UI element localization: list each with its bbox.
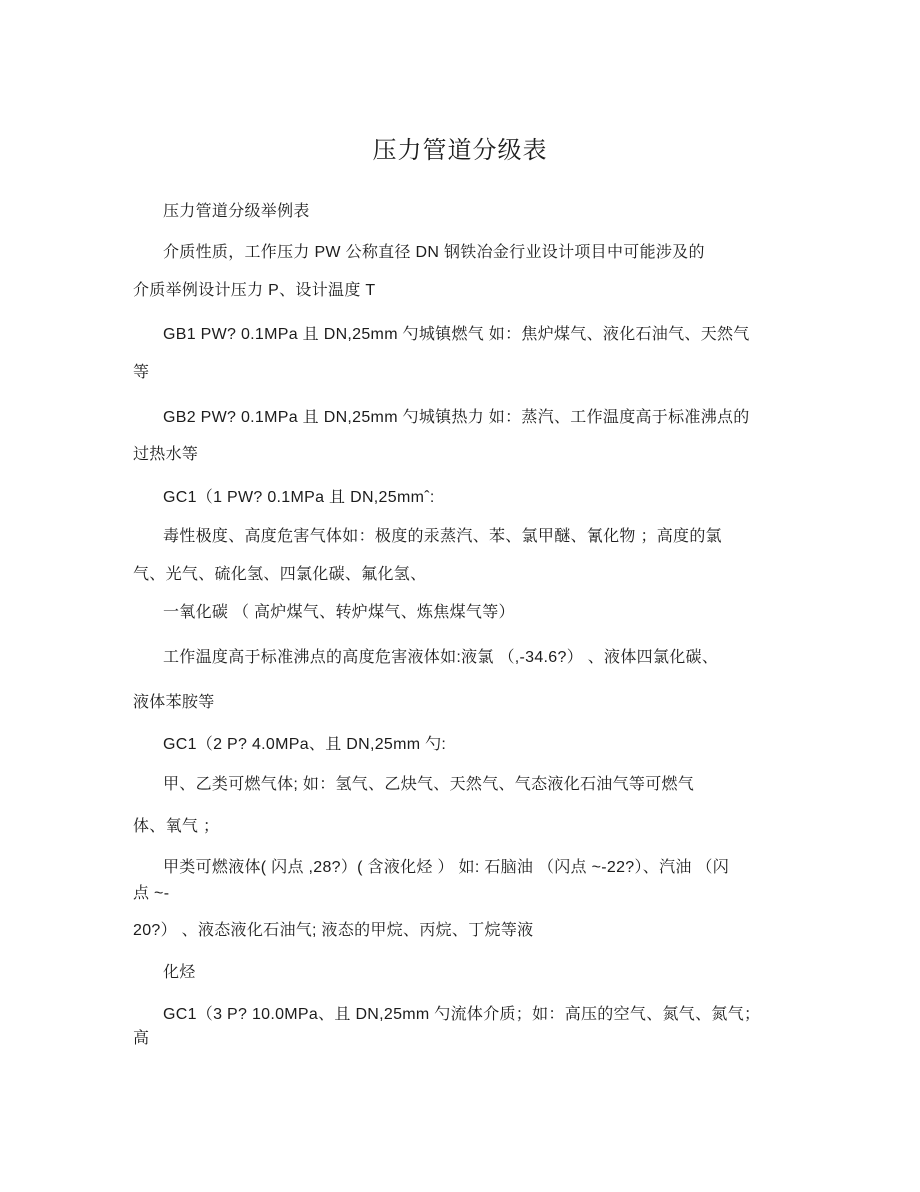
document-title: 压力管道分级表 bbox=[372, 137, 548, 164]
doc-line: GB1 PW? 0.1MPa 且 DN,25mm 勺城镇燃气 如：焦炉煤气、液化石油气、天然气 bbox=[163, 326, 750, 343]
doc-line: 甲类可燃液体( 闪点 ,28?）( 含液化烃 ） 如: 石脑油 （闪点 ~-22?）、汽油 （闪 bbox=[163, 859, 730, 876]
doc-line: 一氧化碳 （ 高炉煤气、转炉煤气、炼焦煤气等） bbox=[163, 604, 515, 621]
doc-line: 工作温度高于标准沸点的高度危害液体如:液氯 （,-34.6?） 、液体四氯化碳、 bbox=[163, 649, 719, 666]
doc-line: 介质举例设计压力 P、设计温度 T bbox=[133, 282, 376, 299]
doc-line: 化烃 bbox=[163, 964, 196, 981]
doc-line: 介质性质，工作压力 PW 公称直径 DN 钢铁冶金行业设计项目中可能涉及的 bbox=[163, 244, 705, 261]
doc-line: GC1（2 P? 4.0MPa、且 DN,25mm 勺: bbox=[163, 736, 447, 753]
doc-line: 液体苯胺等 bbox=[133, 694, 215, 711]
doc-line: 体、氧气 ； bbox=[133, 818, 220, 835]
doc-line: 20?） 、液态液化石油气; 液态的甲烷、丙烷、丁烷等液 bbox=[133, 922, 534, 939]
doc-line: 压力管道分级举例表 bbox=[163, 203, 310, 220]
doc-line: 点 ~- bbox=[133, 885, 170, 902]
doc-line: 甲、乙类可燃气体; 如：氢气、乙炔气、天然气、气态液化石油气等可燃气 bbox=[163, 776, 695, 793]
doc-line: GC1（3 P? 10.0MPa、且 DN,25mm 勺流体介质；如：高压的空气、氮气、氮气； bbox=[163, 1006, 761, 1023]
doc-line: GC1（1 PW? 0.1MPa 且 DN,25mmˆ: bbox=[163, 489, 435, 506]
doc-line: 气、光气、硫化氢、四氯化碳、氟化氢、 bbox=[133, 566, 427, 583]
doc-line: 毒性极度、高度危害气体如：极度的汞蒸汽、苯、氯甲醚、氰化物 ；高度的氯 bbox=[163, 528, 722, 545]
doc-line: 过热水等 bbox=[133, 446, 199, 463]
doc-line: 等 bbox=[133, 364, 150, 381]
doc-line: 高 bbox=[133, 1030, 150, 1047]
doc-line: GB2 PW? 0.1MPa 且 DN,25mm 勺城镇热力 如：蒸汽、工作温度高于标准沸点的 bbox=[163, 409, 750, 426]
